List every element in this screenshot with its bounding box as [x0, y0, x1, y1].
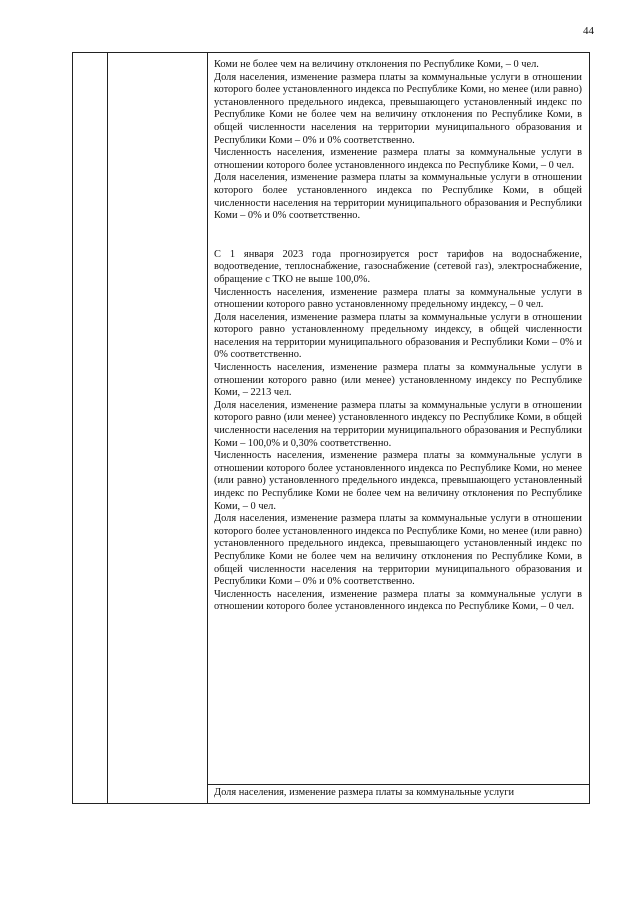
paragraph: Доля населения, изменение размера платы за коммунальные услуги: [214, 787, 515, 798]
paragraph: С 1 января 2023 года прогнозируется рост тарифов на водоснабжение, водоотведение, теплоснабжение, газоснабжение (сетевой газ), электроснабжение, обращение с ТКО не выше 100,0%.: [214, 248, 582, 285]
paragraph: Численность населения, изменение размера платы за коммунальные услуги в отношении которого более установленного индекса по Республике Коми, – 0 чел.: [214, 588, 582, 613]
table-cell-text: [214, 59, 582, 614]
paragraph-gap: [214, 223, 582, 236]
table-column-divider: [107, 53, 108, 803]
paragraph: Численность населения, изменение размера платы за коммунальные услуги в отношении которого более установленного индекса по Республике Коми, – 0 чел.: [214, 147, 582, 171]
paragraph: Численность населения, изменение размера платы за коммунальные услуги в отношении которого равно (или менее) установленному индексу по Республике Коми, – 2213 чел.: [214, 362, 582, 399]
paragraph: Численность населения, изменение размера платы за коммунальные услуги в отношении которого равно установленному предельному индексу, – 0 чел.: [214, 286, 582, 311]
paragraph: Доля населения, изменение размера платы за коммунальные услуги в отношении которого более установленного индекса по Республике Коми, но менее (или равно) установленного предельного индекса, превышающего установленный индекс по Республике Коми не более чем на величину отклонения по Республике Коми, в общей численности населения на территории муниципального образования и Республики Коми – 0% и 0% соответственно.: [214, 513, 582, 588]
paragraph: Доля населения, изменение размера платы за коммунальные услуги в отношении которого более установленного индекса по Республике Коми, но менее (или равно) установленного предельного индекса, превышающего установленный индекс по Республике Коми не более чем на величину отклонения по Республике Коми, в общей численности населения на территории муниципального образования и Республики Коми – 0% и 0% соответственно.: [214, 71, 582, 146]
document-table: [72, 52, 590, 804]
table-column-divider: [207, 53, 208, 803]
paragraph: Доля населения, изменение размера платы за коммунальные услуги в отношении которого более установленного индекса по Республике Коми, в общей численности населения на территории муниципального образования и Республики Коми – 0% и 0% соответственно.: [214, 172, 582, 222]
paragraph: Доля населения, изменение размера платы за коммунальные услуги в отношении которого равно (или менее) установленного индексу по Республике Коми, в общей численности населения на территории муниципального образования и Республики Коми – 100,0% и 0,30% соответственно.: [214, 399, 582, 449]
paragraph: Коми не более чем на величину отклонения по Республике Коми, – 0 чел.: [214, 59, 539, 70]
page-number: 44: [583, 25, 594, 37]
table-row-divider: [207, 784, 589, 785]
paragraph: Доля населения, изменение размера платы за коммунальные услуги в отношении которого равно установленному предельному индексу, в общей численности населения на территории муниципального образования и Республики Коми – 0% и 0% соответственно.: [214, 311, 582, 361]
paragraph: Численность населения, изменение размера платы за коммунальные услуги в отношении которого более установленного индекса по Республике Коми, но менее (или равно) установленного предельного индекса, превышающего установленный индекс по Республике Коми не более чем на величину отклонения по Республике Коми, – 0 чел.: [214, 450, 582, 512]
last-row-text: [214, 787, 582, 800]
paragraph-gap: [214, 236, 582, 249]
